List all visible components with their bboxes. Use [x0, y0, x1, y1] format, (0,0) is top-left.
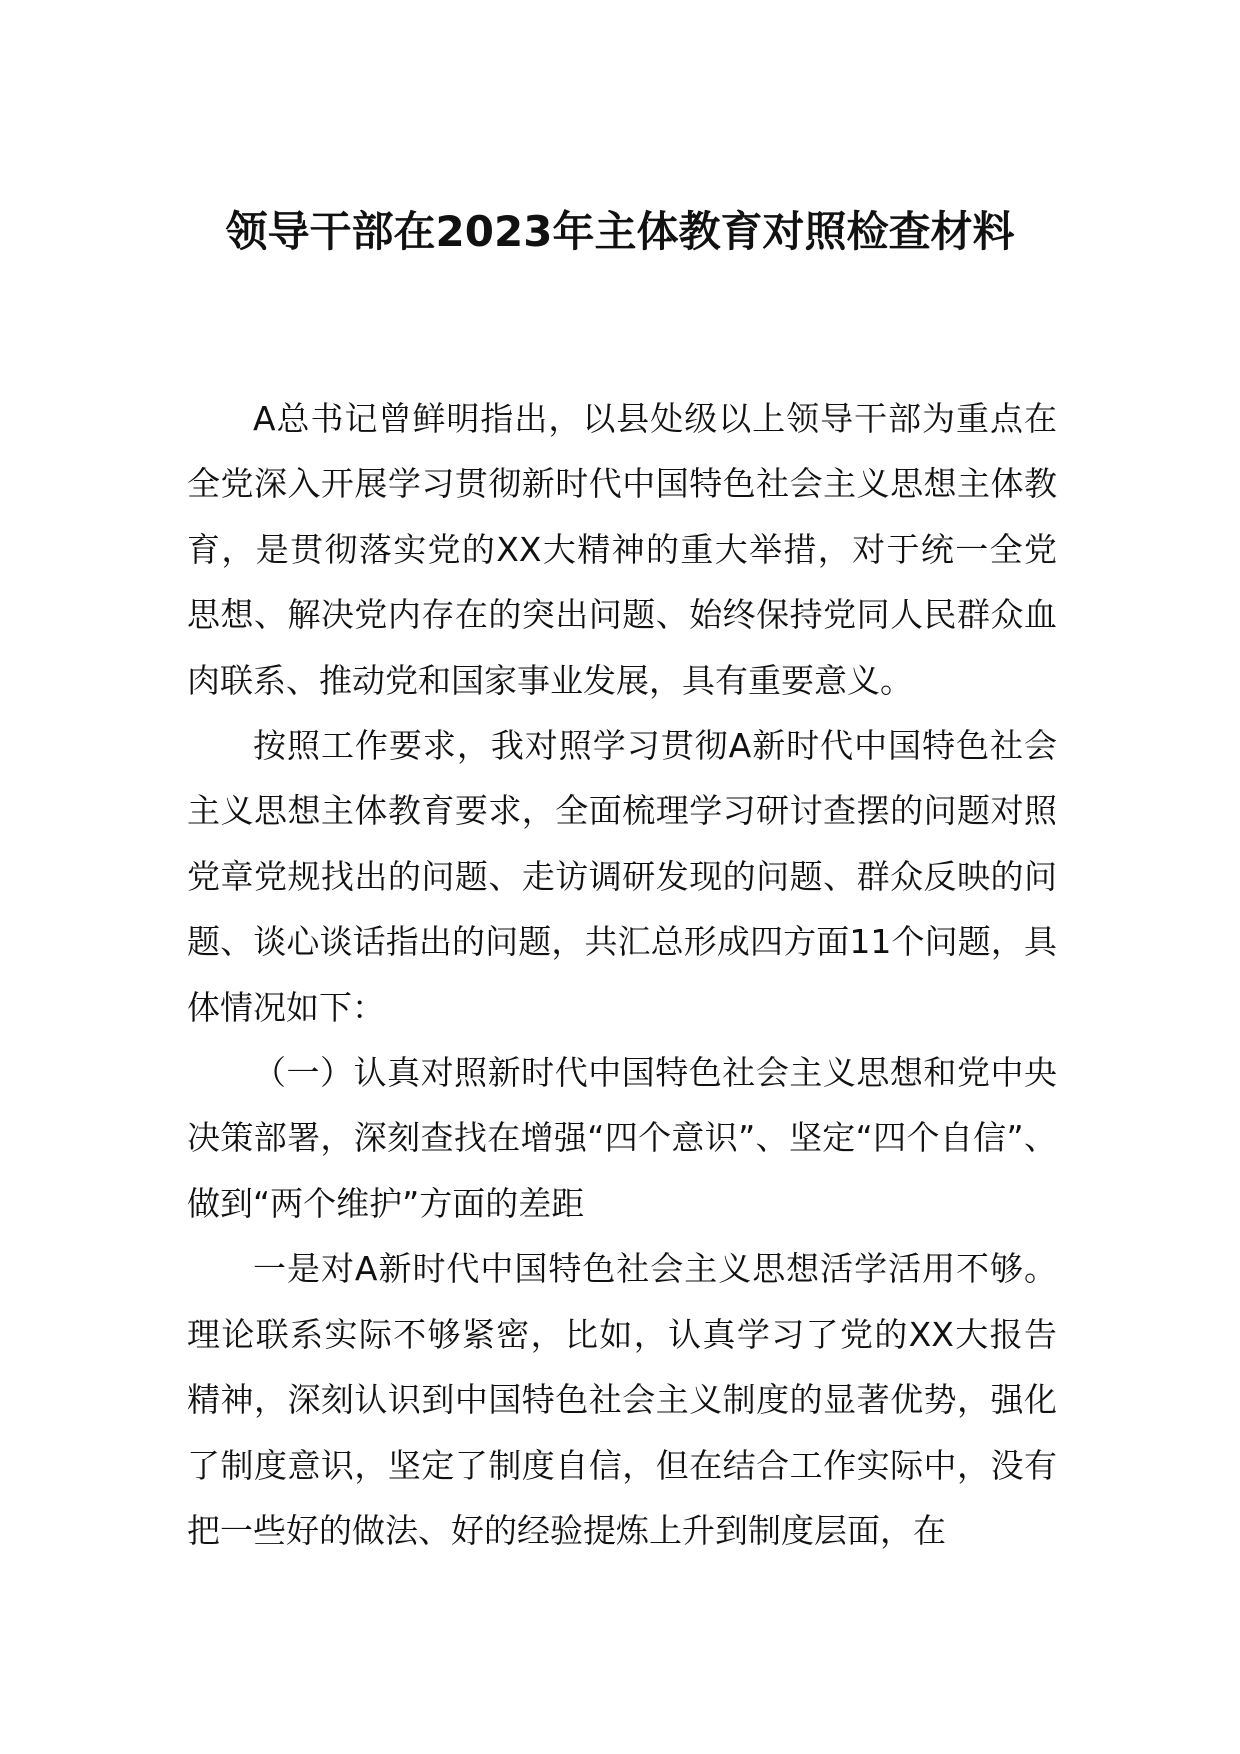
paragraph-point-one: 一是对A新时代中国特色社会主义思想活学活用不够。理论联系实际不够紧密，比如，认真学习了党的XX大报告精神，深刻认识到中国特色社会主义制度的显著优势，强化了制度意识，坚定了制度自信，但在结合工作实际中，没有把一些好的做法、好的经验提炼上升到制度层面，在	[187, 1249, 1057, 1550]
section-heading-one: （一）认真对照新时代中国特色社会主义思想和党中央决策部署，深刻查找在增强“四个意识”、坚定“四个自信”、做到“两个维护”方面的差距	[187, 1053, 1057, 1223]
document-title: 领导干部在2023年主体教育对照检查材料	[225, 207, 1015, 256]
paragraph-requirements: 按照工作要求，我对照学习贯彻A新时代中国特色社会主义思想主体教育要求，全面梳理学习研讨查摆的问题对照党章党规找出的问题、走访调研发现的问题、群众反映的问题、谈心谈话指出的问题，共汇总形成四方面11个问题，具体情况如下：	[187, 726, 1057, 1027]
paragraph-intro: A总书记曾鲜明指出，以县处级以上领导干部为重点在全党深入开展学习贯彻新时代中国特色社会主义思想主体教育，是贯彻落实党的XX大精神的重大举措，对于统一全党思想、解决党内存在的突出问题、始终保持党同人民群众血肉联系、推动党和国家事业发展，具有重要意义。	[187, 399, 1057, 700]
document-body	[187, 386, 1057, 1563]
